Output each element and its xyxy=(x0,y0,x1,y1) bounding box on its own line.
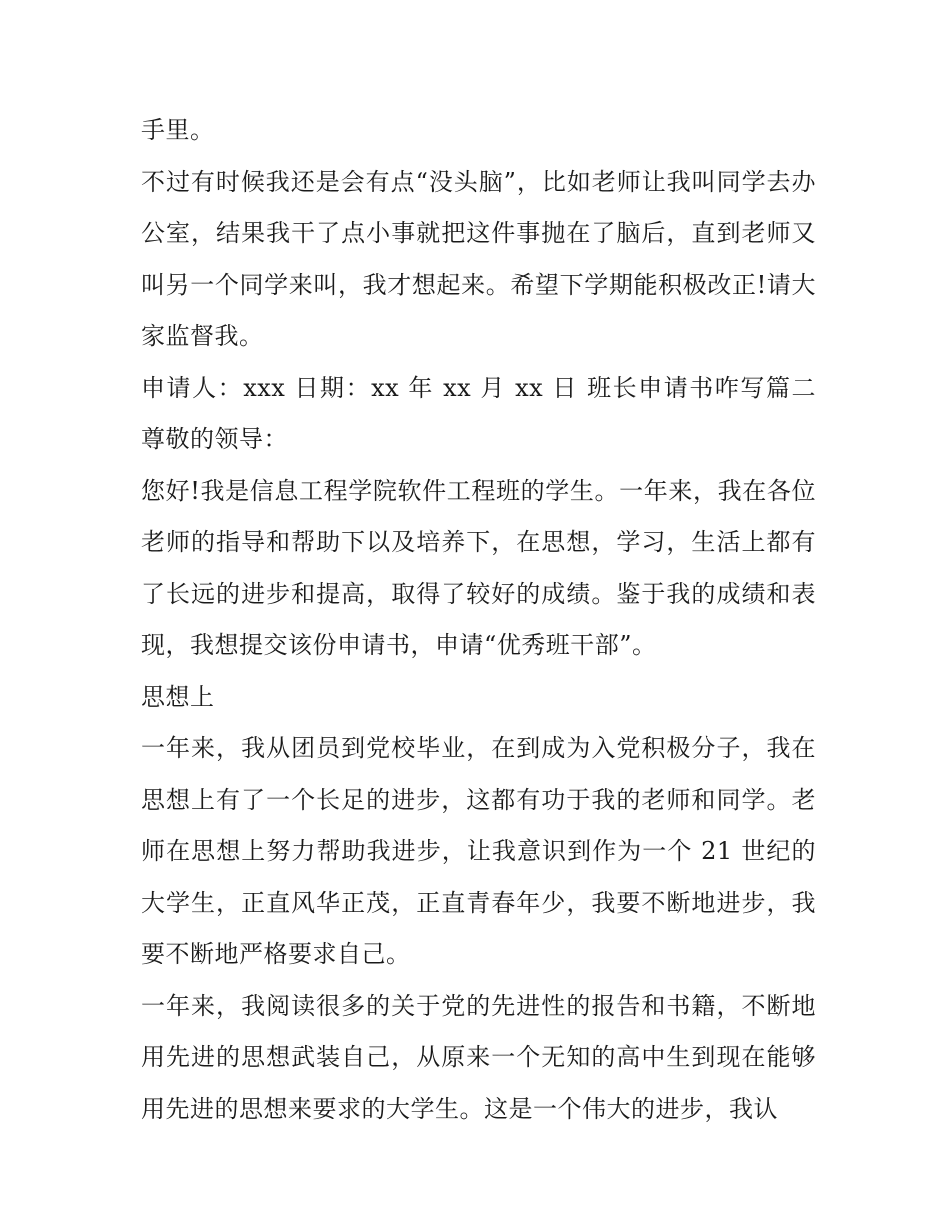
paragraph: 手里。 xyxy=(141,116,215,144)
paragraph: 您好!我是信息工程学院软件工程班的学生。一年来，我在各位老师的指导和帮助下以及培养下，在思想，学习，生活上都有了长远的进步和提高，取得了较好的成绩。鉴于我的成绩和表现，我想提交该份申请书，申请“优秀班干部”。 xyxy=(141,476,816,659)
paragraph: 不过有时候我还是会有点“没头脑”，比如老师让我叫同学去办公室，结果我干了点小事就把这件事抛在了脑后，直到老师又叫另一个同学来叫，我才想起来。希望下学期能积极改正!请大家监督我。 xyxy=(141,167,816,350)
section-heading: 思想上 xyxy=(141,682,215,711)
paragraph: 一年来，我从团员到党校毕业，在到成为入党积极分子，我在思想上有了一个长足的进步，这都有功于我的老师和同学。老师在思想上努力帮助我进步，让我意识到作为一个 21 世纪的大学生，正直风华正茂，正直青春年少，我要不断地进步，我要不断地严格要求自己。 xyxy=(141,734,816,968)
paragraph: 一年来，我阅读很多的关于党的先进性的报告和书籍，不断地用先进的思想武装自己，从原来一个无知的高中生到现在能够用先进的思想来要求的大学生。这是一个伟大的进步，我认 xyxy=(141,991,816,1123)
document-body xyxy=(141,105,816,1135)
paragraph: 申请人：xxx 日期：xx 年 xx 月 xx 日 班长申请书咋写篇二 尊敬的领导： xyxy=(141,373,816,453)
